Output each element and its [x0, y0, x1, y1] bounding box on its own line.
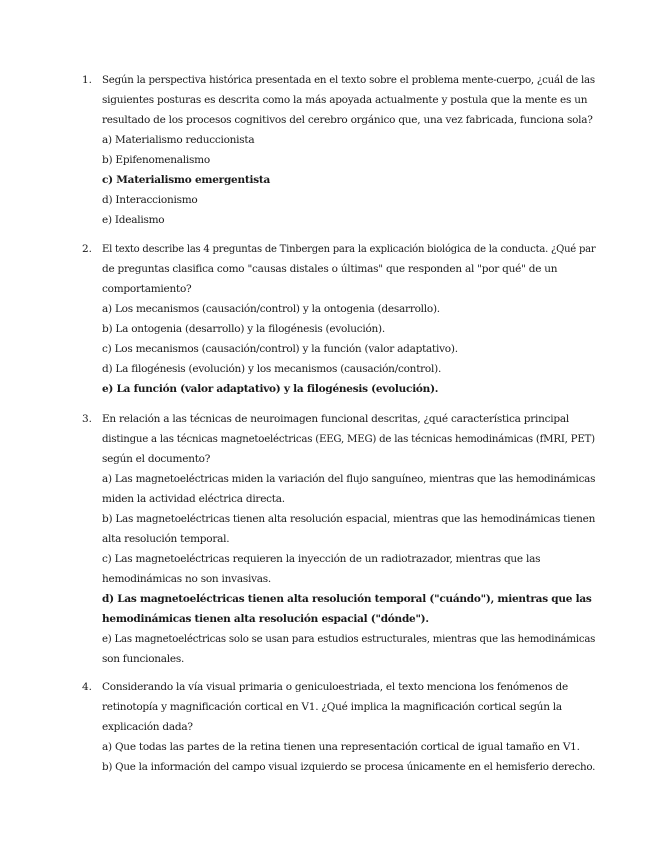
answer-option-e-correct: e) La función (valor adaptativo) y la filogénesis (evolución). [102, 383, 439, 395]
question-number: 4. [82, 681, 93, 693]
question-text-line: de preguntas clasifica como "causas distales o últimas" que responden al "por qué" de un [102, 263, 558, 275]
answer-option-a-continued: miden la actividad eléctrica directa. [102, 493, 285, 505]
answer-option-b: b) Epifenomenalismo [102, 154, 210, 166]
question-text-line: distingue a las técnicas magnetoeléctricas (EEG, MEG) de las técnicas hemodinámicas (fMRI, PET) [102, 433, 595, 445]
answer-option-c-correct: c) Materialismo emergentista [102, 174, 271, 186]
question-text-line: comportamiento? [102, 283, 192, 295]
answer-option-d-correct-continued: hemodinámicas tienen alta resolución espacial ("dónde"). [102, 613, 429, 625]
answer-option-c: c) Las magnetoeléctricas requieren la inyección de un radiotrazador, mientras que las [102, 553, 541, 565]
question-text-line: retinotopía y magnificación cortical en V1. ¿Qué implica la magnificación cortical según la [102, 701, 562, 713]
question-text-line: explicación dada? [102, 721, 193, 733]
question-text-line: según el documento? [102, 453, 211, 465]
question-text-line: siguientes posturas es descrita como la más apoyada actualmente y postula que la mente es un [102, 94, 588, 106]
question-number: 3. [82, 413, 93, 425]
answer-option-d-correct: d) Las magnetoeléctricas tienen alta resolución temporal ("cuándo"), mientras que las [102, 593, 592, 605]
answer-option-e: e) Las magnetoeléctricas solo se usan para estudios estructurales, mientras que las hemodinámicas [102, 633, 596, 645]
question-text-line: El texto describe las 4 preguntas de Tinbergen para la explicación biológica de la conducta. ¿Qué par [102, 243, 596, 255]
answer-option-c: c) Los mecanismos (causación/control) y la función (valor adaptativo). [102, 343, 458, 355]
answer-option-b-continued: alta resolución temporal. [102, 533, 230, 545]
answer-option-a: a) Las magnetoeléctricas miden la variación del flujo sanguíneo, mientras que las hemodinámicas [102, 473, 596, 485]
answer-option-a: a) Los mecanismos (causación/control) y la ontogenia (desarrollo). [102, 303, 440, 315]
question-number: 2. [82, 243, 93, 255]
question-number: 1. [82, 74, 93, 86]
answer-option-c-continued: hemodinámicas no son invasivas. [102, 573, 271, 585]
answer-option-d: d) La filogénesis (evolución) y los mecanismos (causación/control). [102, 363, 442, 375]
answer-option-d: d) Interaccionismo [102, 194, 198, 206]
question-text-line: Según la perspectiva histórica presentada en el texto sobre el problema mente-cuerpo, ¿cuál de las [102, 74, 595, 86]
answer-option-b: b) Que la información del campo visual izquierdo se procesa únicamente en el hemisferio derecho. [102, 761, 596, 773]
answer-option-a: a) Materialismo reduccionista [102, 134, 255, 146]
answer-option-e-continued: son funcionales. [102, 653, 185, 665]
answer-option-e: e) Idealismo [102, 214, 165, 226]
question-text-line: En relación a las técnicas de neuroimagen funcional descritas, ¿qué característica principal [102, 413, 569, 425]
answer-option-a: a) Que todas las partes de la retina tienen una representación cortical de igual tamaño en V1. [102, 741, 580, 753]
answer-option-b: b) Las magnetoeléctricas tienen alta resolución espacial, mientras que las hemodinámicas tienen [102, 513, 596, 525]
answer-option-b: b) La ontogenia (desarrollo) y la filogénesis (evolución). [102, 323, 385, 335]
question-text-line: resultado de los procesos cognitivos del cerebro orgánico que, una vez fabricada, funciona sola? [102, 114, 593, 126]
question-text-line: Considerando la vía visual primaria o geniculoestriada, el texto menciona los fenómenos de [102, 681, 568, 693]
